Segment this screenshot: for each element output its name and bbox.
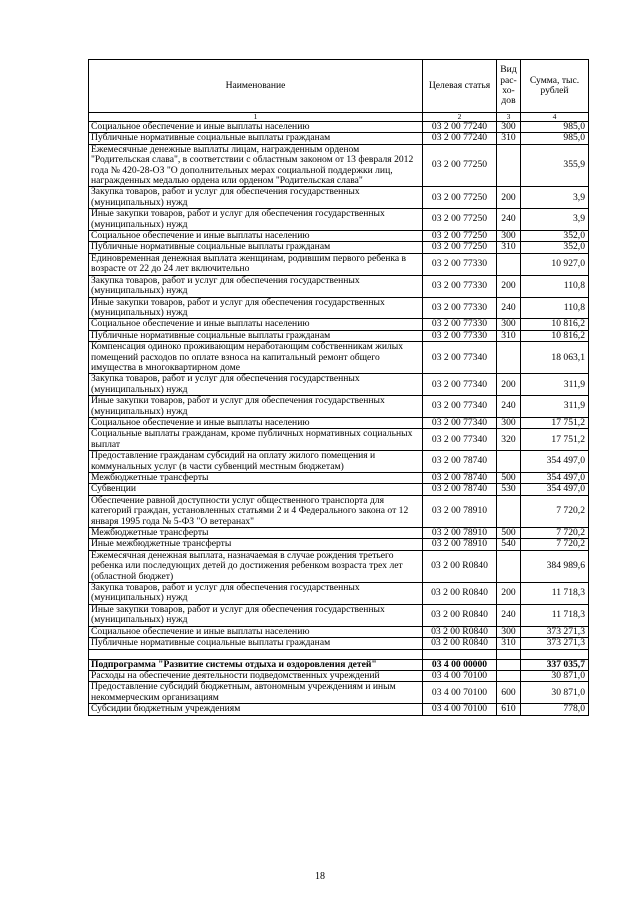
row-vid xyxy=(497,659,521,670)
row-code: 03 2 00 77240 xyxy=(423,133,497,144)
table-row xyxy=(89,484,589,495)
row-vid: 240 xyxy=(497,396,521,418)
table-row xyxy=(89,495,589,527)
table-row xyxy=(89,704,589,715)
row-code: 03 2 00 R0840 xyxy=(423,583,497,605)
row-vid: 500 xyxy=(497,528,521,539)
table-row xyxy=(89,539,589,550)
row-sum: 3,9 xyxy=(521,209,589,231)
row-vid xyxy=(497,649,521,659)
row-name: Субсидии бюджетным учреждениям xyxy=(89,704,423,715)
row-name: Межбюджетные трансферты xyxy=(89,528,423,539)
row-sum: 110,8 xyxy=(521,275,589,297)
row-name: Предоставление субсидий бюджетным, автономным учреждениям и иным некоммерческим организациям xyxy=(89,682,423,704)
row-sum: 17 751,2 xyxy=(521,417,589,428)
row-vid: 610 xyxy=(497,704,521,715)
row-code: 03 2 00 77340 xyxy=(423,342,497,374)
row-name: Закупка товаров, работ и услуг для обеспечения государственных (муниципальных) нужд xyxy=(89,583,423,605)
row-name: Иные межбюджетные трансферты xyxy=(89,539,423,550)
row-sum: 11 718,3 xyxy=(521,604,589,626)
row-code: 03 2 00 77340 xyxy=(423,396,497,418)
row-sum: 352,0 xyxy=(521,231,589,242)
row-vid xyxy=(497,144,521,187)
table-row xyxy=(89,133,589,144)
document-page xyxy=(88,59,588,716)
row-code: 03 2 00 78740 xyxy=(423,473,497,484)
row-name: Публичные нормативные социальные выплаты гражданам xyxy=(89,330,423,341)
row-name: Иные закупки товаров, работ и услуг для обеспечения государственных (муниципальных) нужд xyxy=(89,297,423,319)
row-vid: 540 xyxy=(497,539,521,550)
row-name: Иные закупки товаров, работ и услуг для обеспечения государственных (муниципальных) нужд xyxy=(89,209,423,231)
row-vid: 300 xyxy=(497,626,521,637)
row-vid: 300 xyxy=(497,122,521,133)
row-sum: 30 871,0 xyxy=(521,682,589,704)
table-row xyxy=(89,297,589,319)
table-row xyxy=(89,550,589,582)
table-row xyxy=(89,638,589,649)
row-sum: 373 271,3 xyxy=(521,626,589,637)
table-row xyxy=(89,187,589,209)
table-row xyxy=(89,583,589,605)
table-row xyxy=(89,209,589,231)
row-code: 03 2 00 77330 xyxy=(423,319,497,330)
row-vid xyxy=(497,451,521,473)
table-row xyxy=(89,626,589,637)
row-code: 03 2 00 77330 xyxy=(423,253,497,275)
row-name: Публичные нормативные социальные выплаты гражданам xyxy=(89,638,423,649)
row-vid: 200 xyxy=(497,275,521,297)
table-row xyxy=(89,122,589,133)
header-sum: Сумма, тыс. рублей xyxy=(521,60,589,113)
row-code: 03 2 00 77250 xyxy=(423,242,497,253)
row-code: 03 2 00 77330 xyxy=(423,330,497,341)
row-vid: 500 xyxy=(497,473,521,484)
row-code: 03 2 00 77250 xyxy=(423,231,497,242)
row-sum: 337 035,7 xyxy=(521,659,589,670)
row-name: Иные закупки товаров, работ и услуг для обеспечения государственных (муниципальных) нужд xyxy=(89,396,423,418)
row-name: Закупка товаров, работ и услуг для обеспечения государственных (муниципальных) нужд xyxy=(89,275,423,297)
row-code: 03 2 00 R0840 xyxy=(423,638,497,649)
row-sum: 10 816,2 xyxy=(521,330,589,341)
row-sum: 354 497,0 xyxy=(521,473,589,484)
row-code: 03 2 00 77240 xyxy=(423,122,497,133)
row-code: 03 4 00 00000 xyxy=(423,659,497,670)
row-name: Подпрограмма "Развитие системы отдыха и оздоровления детей" xyxy=(89,659,423,670)
row-code: 03 4 00 70100 xyxy=(423,682,497,704)
row-code: 03 2 00 R0840 xyxy=(423,604,497,626)
row-sum: 778,0 xyxy=(521,704,589,715)
row-vid xyxy=(497,253,521,275)
row-vid: 300 xyxy=(497,319,521,330)
row-vid: 300 xyxy=(497,231,521,242)
row-vid: 200 xyxy=(497,374,521,396)
table-row xyxy=(89,144,589,187)
row-vid: 600 xyxy=(497,682,521,704)
row-vid: 320 xyxy=(497,429,521,451)
row-code: 03 2 00 77340 xyxy=(423,417,497,428)
header-code: Целевая статья xyxy=(423,60,497,113)
row-code: 03 2 00 77340 xyxy=(423,374,497,396)
row-sum: 373 271,3 xyxy=(521,638,589,649)
row-name: Закупка товаров, работ и услуг для обеспечения государственных (муниципальных) нужд xyxy=(89,187,423,209)
table-row xyxy=(89,659,589,670)
table-row xyxy=(89,342,589,374)
row-name: Ежемесячные денежные выплаты лицам, награжденным орденом "Родительская слава", в соответствии с областным законом от 13 февраля 2012 года № 420-28-ОЗ "О дополнительных мерах социальной поддержки лиц, награжденных медалью ордена или орденом "Родительская слава" xyxy=(89,144,423,187)
table-row xyxy=(89,682,589,704)
row-sum: 10 927,0 xyxy=(521,253,589,275)
table-row xyxy=(89,374,589,396)
row-name: Социальное обеспечение и иные выплаты населению xyxy=(89,122,423,133)
row-sum: 7 720,2 xyxy=(521,495,589,527)
row-code: 03 2 00 77250 xyxy=(423,187,497,209)
table-row xyxy=(89,417,589,428)
row-code: 03 2 00 78910 xyxy=(423,528,497,539)
table-row xyxy=(89,670,589,681)
row-sum: 354 497,0 xyxy=(521,484,589,495)
row-code xyxy=(423,649,497,659)
row-sum xyxy=(521,649,589,659)
table-row xyxy=(89,429,589,451)
row-vid: 530 xyxy=(497,484,521,495)
table-row xyxy=(89,330,589,341)
table-row xyxy=(89,253,589,275)
budget-table xyxy=(88,59,589,716)
row-sum: 354 497,0 xyxy=(521,451,589,473)
row-vid: 310 xyxy=(497,133,521,144)
table-row xyxy=(89,396,589,418)
column-number: 3 xyxy=(497,113,521,122)
row-code: 03 2 00 78910 xyxy=(423,539,497,550)
row-name: Субвенции xyxy=(89,484,423,495)
row-sum: 7 720,2 xyxy=(521,528,589,539)
row-name: Предоставление гражданам субсидий на оплату жилого помещения и коммунальных услуг (в части субвенций местным бюджетам) xyxy=(89,451,423,473)
row-sum: 311,9 xyxy=(521,374,589,396)
header-name: Наименование xyxy=(89,60,423,113)
row-code: 03 2 00 77340 xyxy=(423,429,497,451)
row-code: 03 2 00 R0840 xyxy=(423,626,497,637)
row-name: Публичные нормативные социальные выплаты гражданам xyxy=(89,242,423,253)
row-code: 03 2 00 77250 xyxy=(423,144,497,187)
table-body xyxy=(89,122,589,716)
row-vid: 200 xyxy=(497,187,521,209)
header-vid: Вид рас- хо- дов xyxy=(497,60,521,113)
row-vid: 240 xyxy=(497,297,521,319)
table-row xyxy=(89,242,589,253)
row-vid: 200 xyxy=(497,583,521,605)
table-row xyxy=(89,231,589,242)
row-vid: 310 xyxy=(497,242,521,253)
row-name: Социальное обеспечение и иные выплаты населению xyxy=(89,231,423,242)
row-vid xyxy=(497,342,521,374)
row-sum: 384 989,6 xyxy=(521,550,589,582)
row-vid xyxy=(497,495,521,527)
row-name: Компенсация одиноко проживающим неработающим собственникам жилых помещений расходов по оплате взноса на капитальный ремонт общего имущества в многоквартирном доме xyxy=(89,342,423,374)
header-row xyxy=(89,60,589,113)
table-row xyxy=(89,528,589,539)
column-number: 2 xyxy=(423,113,497,122)
row-vid: 310 xyxy=(497,330,521,341)
row-code: 03 2 00 78910 xyxy=(423,495,497,527)
row-sum: 985,0 xyxy=(521,133,589,144)
table-row xyxy=(89,451,589,473)
row-name: Публичные нормативные социальные выплаты гражданам xyxy=(89,133,423,144)
row-sum: 10 816,2 xyxy=(521,319,589,330)
row-code: 03 2 00 77330 xyxy=(423,297,497,319)
row-code: 03 4 00 70100 xyxy=(423,670,497,681)
row-name: Обеспечение равной доступности услуг общественного транспорта для категорий граждан, установленных статьями 2 и 4 Федерального закона от 12 января 1995 года № 5-ФЗ "О ветеранах" xyxy=(89,495,423,527)
row-code: 03 2 00 78740 xyxy=(423,484,497,495)
row-name: Ежемесячная денежная выплата, назначаемая в случае рождения третьего ребенка или последующих детей до достижения ребенком возраста трех лет (областной бюджет) xyxy=(89,550,423,582)
column-number: 4 xyxy=(521,113,589,122)
row-code: 03 4 00 70100 xyxy=(423,704,497,715)
table-row xyxy=(89,649,589,659)
row-sum: 17 751,2 xyxy=(521,429,589,451)
row-sum: 7 720,2 xyxy=(521,539,589,550)
row-vid xyxy=(497,550,521,582)
table-row xyxy=(89,319,589,330)
row-sum: 352,0 xyxy=(521,242,589,253)
row-name xyxy=(89,649,423,659)
row-name: Закупка товаров, работ и услуг для обеспечения государственных (муниципальных) нужд xyxy=(89,374,423,396)
row-name: Социальные выплаты гражданам, кроме публичных нормативных социальных выплат xyxy=(89,429,423,451)
row-sum: 18 063,1 xyxy=(521,342,589,374)
row-name: Единовременная денежная выплата женщинам, родившим первого ребенка в возрасте от 22 до 24 лет включительно xyxy=(89,253,423,275)
row-sum: 3,9 xyxy=(521,187,589,209)
row-vid: 240 xyxy=(497,209,521,231)
column-number: 1 xyxy=(89,113,423,122)
row-code: 03 2 00 78740 xyxy=(423,451,497,473)
table-row xyxy=(89,473,589,484)
row-code: 03 2 00 77330 xyxy=(423,275,497,297)
row-code: 03 2 00 77250 xyxy=(423,209,497,231)
row-sum: 355,9 xyxy=(521,144,589,187)
row-sum: 30 871,0 xyxy=(521,670,589,681)
row-name: Расходы на обеспечение деятельности подведомственных учреждений xyxy=(89,670,423,681)
row-name: Социальное обеспечение и иные выплаты населению xyxy=(89,319,423,330)
row-vid: 300 xyxy=(497,417,521,428)
row-vid xyxy=(497,670,521,681)
row-vid: 240 xyxy=(497,604,521,626)
table-row xyxy=(89,604,589,626)
row-name: Иные закупки товаров, работ и услуг для обеспечения государственных (муниципальных) нужд xyxy=(89,604,423,626)
row-sum: 985,0 xyxy=(521,122,589,133)
row-sum: 11 718,3 xyxy=(521,583,589,605)
row-code: 03 2 00 R0840 xyxy=(423,550,497,582)
row-sum: 311,9 xyxy=(521,396,589,418)
table-row xyxy=(89,275,589,297)
row-name: Межбюджетные трансферты xyxy=(89,473,423,484)
row-name: Социальное обеспечение и иные выплаты населению xyxy=(89,417,423,428)
row-sum: 110,8 xyxy=(521,297,589,319)
page-number: 18 xyxy=(315,871,325,882)
row-name: Социальное обеспечение и иные выплаты населению xyxy=(89,626,423,637)
row-vid: 310 xyxy=(497,638,521,649)
